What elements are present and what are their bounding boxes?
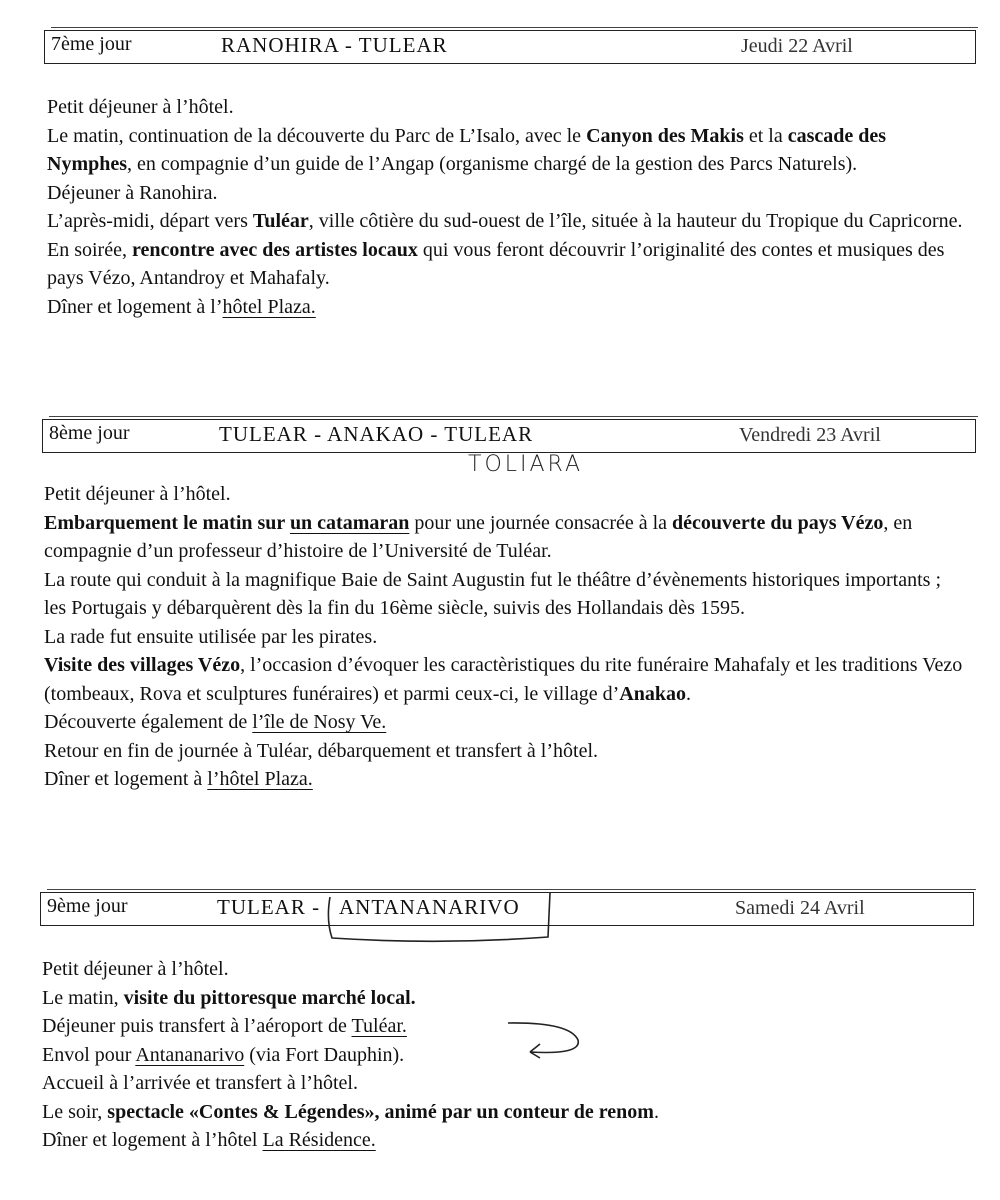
text-run: Petit déjeuner à l’hôtel. bbox=[44, 483, 231, 505]
paragraph-line bbox=[44, 480, 964, 509]
day-route: TULEAR - ANAKAO - TULEAR bbox=[219, 422, 534, 446]
text-run: . bbox=[686, 682, 692, 705]
text-run: Petit déjeuner à l’hôtel. bbox=[47, 96, 234, 118]
day-7-header bbox=[44, 30, 976, 64]
day-9-body bbox=[42, 955, 962, 1155]
text-run: Accueil à l’arrivée et transfert à l’hôtel. bbox=[42, 1072, 358, 1094]
handwritten-note: TOLIARA bbox=[468, 452, 583, 477]
day-8-header bbox=[42, 419, 976, 453]
text-run: La rade fut ensuite utilisée par les pirates. bbox=[44, 625, 378, 648]
paragraph-line bbox=[44, 708, 964, 737]
text-run: En soirée, bbox=[47, 238, 132, 261]
paragraph-line bbox=[42, 1126, 962, 1155]
text-run: , en compagnie d’un guide de l’Angap (organisme chargé de la gestion des Parcs Naturels). bbox=[127, 153, 858, 175]
text-run: hôtel Plaza. bbox=[222, 295, 316, 318]
day-8-body bbox=[44, 480, 964, 794]
paragraph-line bbox=[47, 93, 967, 122]
text-run: rencontre avec des artistes locaux bbox=[131, 238, 418, 261]
day-route-start: TULEAR - bbox=[217, 895, 321, 919]
day-route: RANOHIRA - TULEAR bbox=[221, 33, 448, 57]
text-run: Déjeuner puis transfert à l’aéroport de bbox=[42, 1015, 352, 1037]
paragraph-line bbox=[47, 293, 967, 322]
text-run: visite du pittoresque marché local. bbox=[123, 986, 416, 1009]
paragraph-line bbox=[44, 509, 964, 566]
text-run: . bbox=[653, 1100, 659, 1123]
text-run: découverte du pays Vézo bbox=[672, 511, 884, 534]
text-run: La route qui conduit à la magnifique Baie de Saint Augustin fut le théâtre d’évènements historiques importants ; les Portugais y débarquèrent dès la fin du 16ème siècle, suivis des Hollandais dès 1595. bbox=[44, 568, 942, 619]
text-run: , ville côtière du sud-ouest de l’île, située à la hauteur du Tropique du Capricorne. bbox=[308, 210, 963, 232]
text-run: l’île de Nosy Ve. bbox=[252, 711, 387, 733]
day-route-circled: ANTANANARIVO bbox=[339, 895, 520, 919]
day-number: 9ème jour bbox=[47, 895, 128, 917]
day-number: 8ème jour bbox=[49, 422, 130, 444]
text-run: (via Fort Dauphin). bbox=[244, 1043, 405, 1066]
text-run: Dîner et logement à bbox=[44, 768, 208, 790]
text-run: Déjeuner à Ranohira. bbox=[47, 181, 218, 204]
paragraph-line bbox=[47, 207, 967, 236]
paragraph-line bbox=[42, 984, 962, 1013]
paragraph-line bbox=[44, 651, 964, 708]
paragraph-line bbox=[47, 236, 967, 293]
text-run: Envol pour bbox=[42, 1043, 136, 1066]
text-run: Retour en fin de journée à Tuléar, débarquement et transfert à l’hôtel. bbox=[44, 739, 599, 762]
paragraph-line bbox=[42, 1041, 962, 1070]
paragraph-line bbox=[42, 1012, 962, 1041]
text-run: Le matin, bbox=[42, 986, 124, 1009]
text-run: Antananarivo bbox=[135, 1043, 245, 1066]
text-run: Tuléar. bbox=[351, 1015, 407, 1037]
text-run: pour une journée consacrée à la bbox=[409, 511, 673, 534]
text-run: Découverte également de bbox=[44, 711, 253, 733]
day-date: Jeudi 22 Avril bbox=[741, 35, 853, 57]
text-run: Le soir, bbox=[42, 1100, 108, 1123]
day-9-header bbox=[40, 892, 974, 926]
text-run: qui vous feront découvrir l’originalité des contes et musiques des pays Vézo, Antandroy et Mahafaly. bbox=[47, 238, 945, 289]
text-run: L’après-midi, départ vers bbox=[47, 210, 253, 232]
text-run: Dîner et logement à l’hôtel bbox=[42, 1129, 263, 1151]
text-run: cascade des Nymphes bbox=[47, 124, 887, 175]
text-run: spectacle «Contes & Légendes», animé par un conteur de renom bbox=[107, 1100, 654, 1123]
day-number: 7ème jour bbox=[51, 33, 132, 55]
paragraph-line bbox=[47, 179, 967, 208]
paragraph-line bbox=[47, 122, 967, 179]
text-run: Visite des villages Vézo bbox=[44, 654, 241, 676]
paragraph-line bbox=[44, 566, 964, 623]
text-run: Petit déjeuner à l’hôtel. bbox=[42, 958, 229, 980]
paragraph-line bbox=[42, 955, 962, 984]
paragraph-line bbox=[42, 1069, 962, 1098]
text-run: , en compagnie d’un professeur d’histoire de l’Université de Tuléar. bbox=[44, 511, 913, 562]
paragraph-line bbox=[44, 737, 964, 766]
text-run: Anakao bbox=[619, 682, 687, 705]
paragraph-line bbox=[42, 1098, 962, 1127]
text-run: Canyon des Makis bbox=[586, 124, 744, 147]
text-run: un catamaran bbox=[289, 511, 410, 534]
text-run: La Résidence. bbox=[262, 1129, 376, 1151]
text-run: Tuléar bbox=[252, 210, 309, 232]
text-run: Dîner et logement à l’ bbox=[47, 295, 223, 318]
text-run: , l’occasion d’évoquer les caractèristiques du rite funéraire Mahafaly et les traditions Vezo (tombeaux, Rova et sculptures funéraires) et parmi ceux-ci, le village d’ bbox=[44, 654, 963, 705]
text-run: et la bbox=[743, 124, 788, 147]
text-run: Embarquement le matin sur bbox=[44, 511, 290, 534]
paragraph-line bbox=[44, 623, 964, 652]
text-run: Le matin, continuation de la découverte du Parc de L’Isalo, avec le bbox=[47, 124, 587, 147]
paragraph-line bbox=[44, 765, 964, 794]
text-run: l’hôtel Plaza. bbox=[207, 768, 313, 790]
day-date: Samedi 24 Avril bbox=[735, 897, 865, 919]
day-7-body bbox=[47, 93, 967, 321]
day-date: Vendredi 23 Avril bbox=[739, 424, 881, 446]
